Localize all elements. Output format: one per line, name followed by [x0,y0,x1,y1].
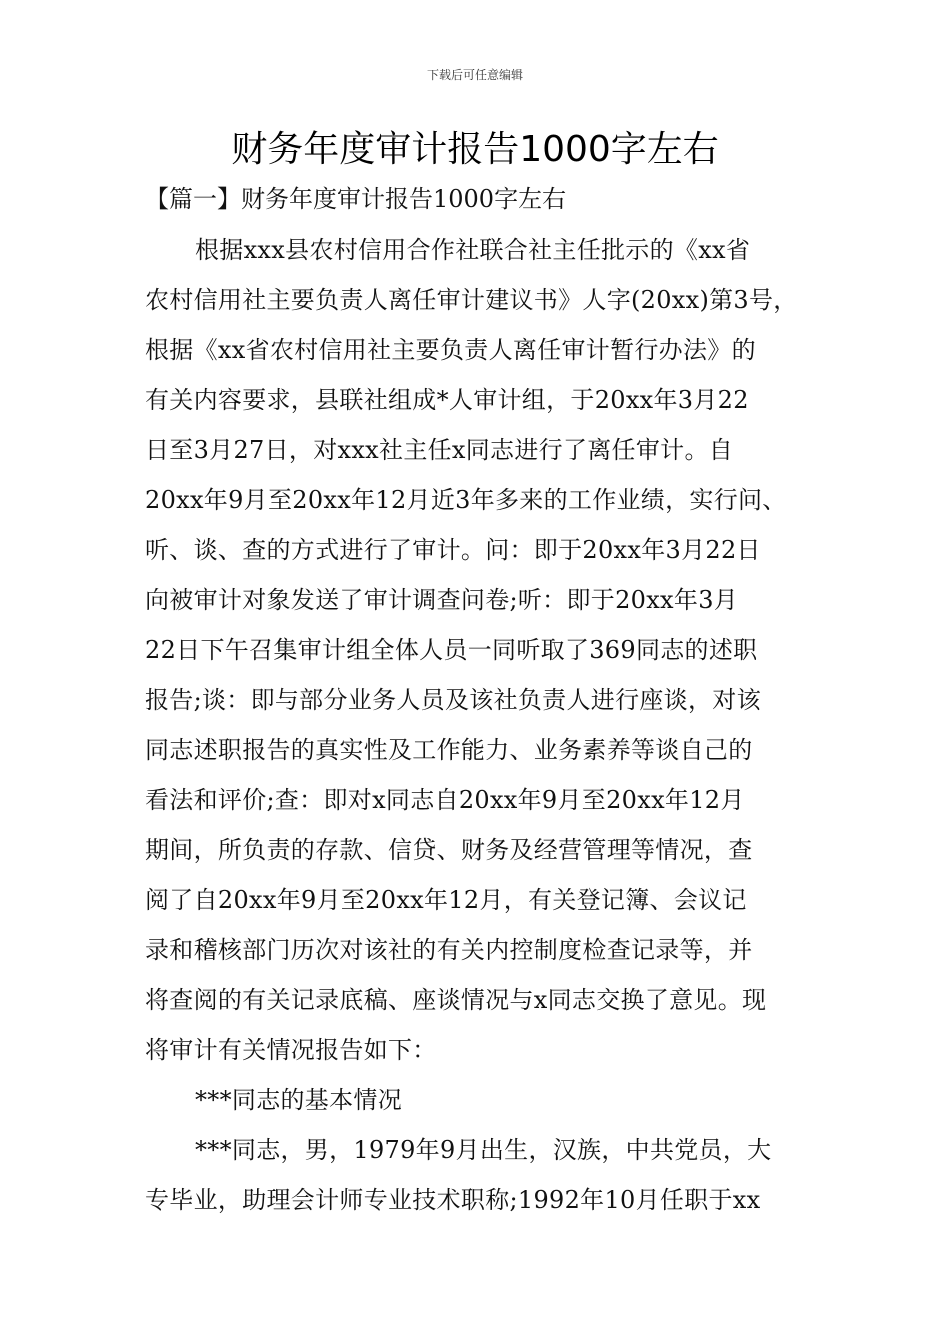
text-line: 有关内容要求，县联社组成*人审计组，于20xx年3月22 [145,386,749,414]
section-heading: 【篇一】财务年度审计报告1000字左右 [145,185,567,213]
subsection-heading-text: ***同志的基本情况 [195,1086,402,1114]
text-line: ***同志，男，1979年9月出生，汉族，中共党员，大 [195,1136,772,1164]
text-line: 期间，所负责的存款、信贷、财务及经营管理等情况，查 [145,836,753,864]
text-line: 报告;谈：即与部分业务人员及该社负责人进行座谈，对该 [145,686,761,714]
header-note: 下载后可任意编辑 [426,68,523,82]
paragraph-basic-info [145,1125,825,1225]
text-line: 20xx年9月至20xx年12月近3年多来的工作业绩，实行问、 [145,486,787,514]
text-line: 农村信用社主要负责人离任审计建议书》人字(20xx)第3号， [145,286,798,314]
text-line: 22日下午召集审计组全体人员一同听取了369同志的述职 [145,636,758,664]
text-line: 根据《xx省农村信用社主要负责人离任审计暂行办法》的 [145,336,756,364]
text-line: 阅了自20xx年9月至20xx年12月，有关登记簿、会议记 [145,886,747,914]
text-line: 听、谈、查的方式进行了审计。问：即于20xx年3月22日 [145,536,761,564]
text-line: 根据xxx县农村信用合作社联合社主任批示的《xx省 [195,236,751,264]
text-line: 看法和评价;查：即对x同志自20xx年9月至20xx年12月 [145,786,745,814]
subsection-heading [145,1075,825,1125]
paragraph-audit-intro [145,225,825,1075]
text-line: 日至3月27日，对xxx社主任x同志进行了离任审计。自 [145,436,734,464]
text-line: 将审计有关情况报告如下： [145,1036,437,1064]
text-line: 专毕业，助理会计师专业技术职称;1992年10月任职于xx [145,1186,761,1214]
text-line: 同志述职报告的真实性及工作能力、业务素养等谈自己的 [145,736,753,764]
text-line: 向被审计对象发送了审计调查问卷;听：即于20xx年3月 [145,586,739,614]
text-line: 将查阅的有关记录底稿、座谈情况与x同志交换了意见。现 [145,986,767,1014]
text-line: 录和稽核部门历次对该社的有关内控制度检查记录等，并 [145,936,753,964]
document-title: 财务年度审计报告1000字左右 [231,129,719,170]
